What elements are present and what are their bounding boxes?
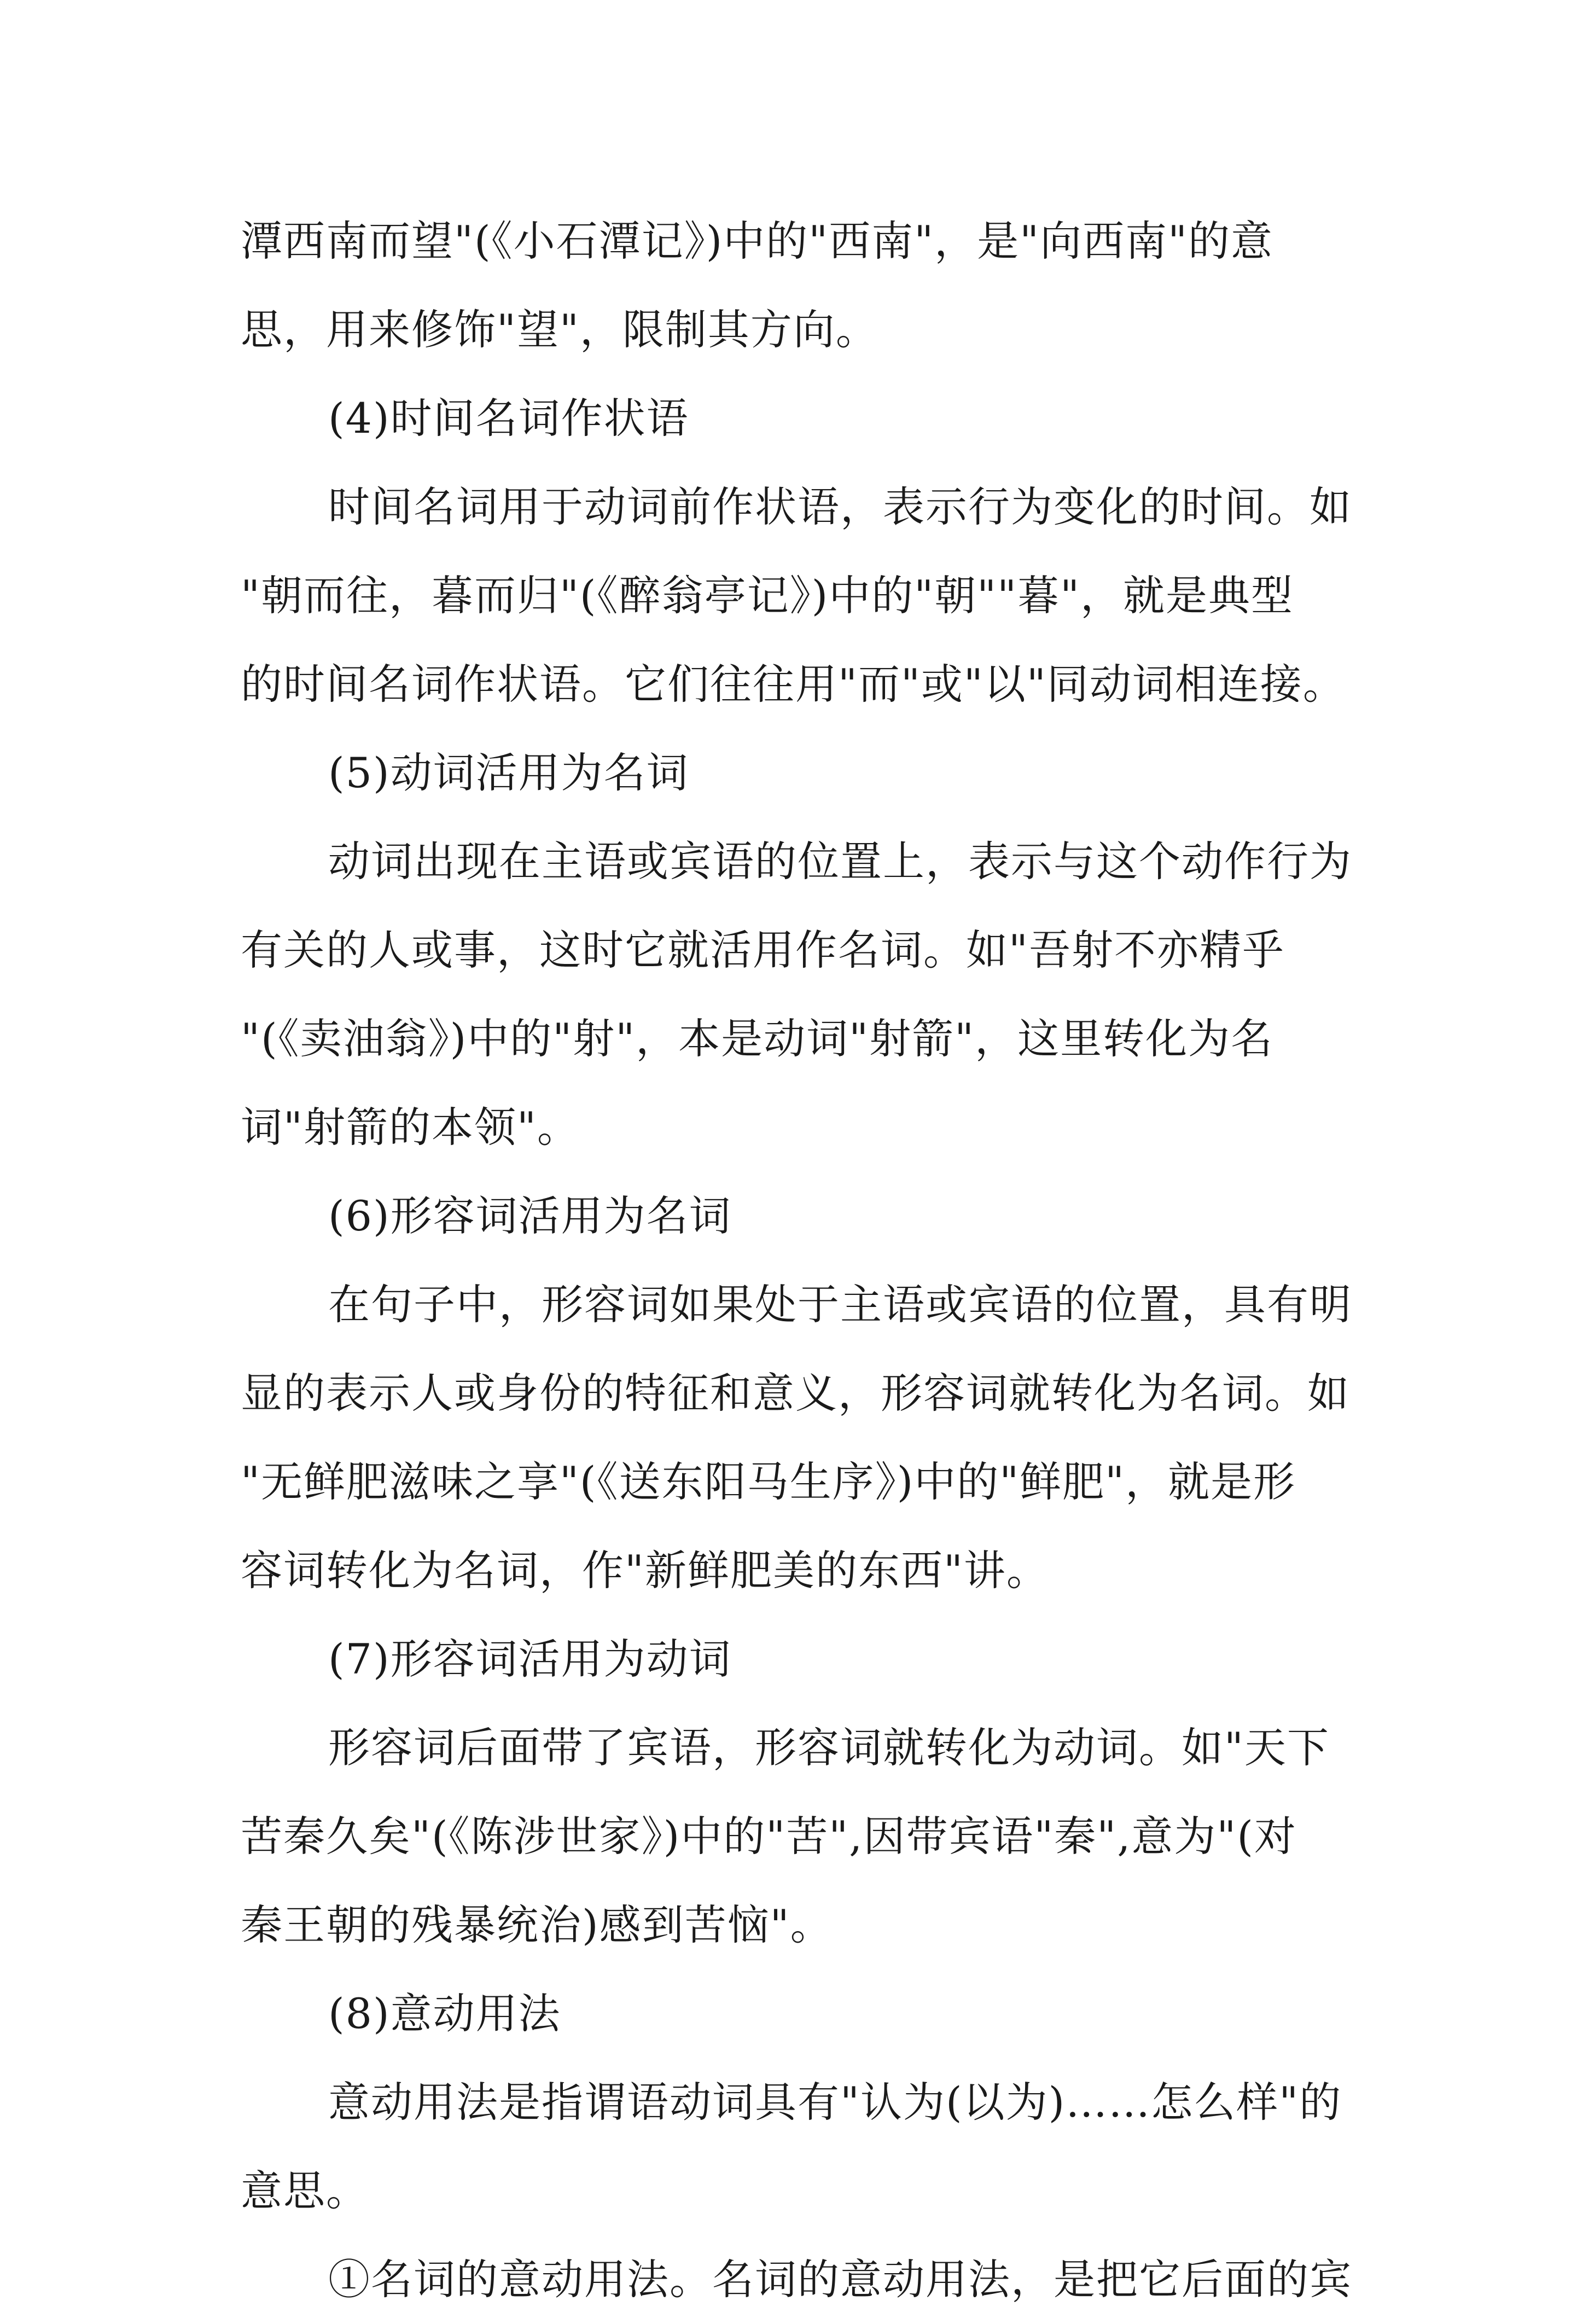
section-heading: (6)形容词活用为名词 xyxy=(328,1192,732,1240)
text-line: 形容词后面带了宾语，形容词就转化为动词。如"天下 xyxy=(328,1723,1330,1772)
section-heading: (4)时间名词作状语 xyxy=(328,394,689,443)
section-heading: (5)动词活用为名词 xyxy=(328,748,689,797)
text-line: "无鲜肥滋味之享"(《送东阳马生序》)中的"鲜肥"，就是形 xyxy=(241,1457,1296,1506)
text-line: 意思。 xyxy=(241,2166,369,2215)
section-heading: (8)意动用法 xyxy=(328,1989,561,2038)
text-line: "朝而往，暮而归"(《醉翁亭记》)中的"朝""暮"，就是典型 xyxy=(241,571,1294,620)
text-line: 思，用来修饰"望"，限制其方向。 xyxy=(241,305,878,354)
text-line: 苦秦久矣"(《陈涉世家》)中的"苦",因带宾语"秦",意为"(对 xyxy=(241,1812,1297,1861)
text-line: 潭西南而望"(《小石潭记》)中的"西南"，是"向西南"的意 xyxy=(241,217,1274,265)
text-line: 的时间名词作状语。它们往往用"而"或"以"同动词相连接。 xyxy=(241,660,1346,708)
text-line: 有关的人或事，这时它就活用作名词。如"吾射不亦精乎 xyxy=(241,926,1285,974)
text-line: "(《卖油翁》)中的"射"，本是动词"射箭"，这里转化为名 xyxy=(241,1014,1274,1063)
text-line: 词"射箭的本领"。 xyxy=(241,1103,580,1152)
text-line: 容词转化为名词，作"新鲜肥美的东西"讲。 xyxy=(241,1546,1049,1595)
text-line: 时间名词用于动词前作状语，表示行为变化的时间。如 xyxy=(328,483,1352,531)
text-line: 秦王朝的残暴统治)感到苦恼"。 xyxy=(241,1901,833,1949)
text-line: 动词出现在主语或宾语的位置上，表示与这个动作行为 xyxy=(328,837,1352,886)
text-line: 显的表示人或身份的特征和意义，形容词就转化为名词。如 xyxy=(241,1369,1350,1417)
text-line: 意动用法是指谓语动词具有"认为(以为)……怎么样"的 xyxy=(328,2078,1342,2127)
document-page xyxy=(241,197,1357,2324)
text-line: ①名词的意动用法。名词的意动用法，是把它后面的宾 xyxy=(328,2255,1352,2304)
text-line: 在句子中，形容词如果处于主语或宾语的位置，具有明 xyxy=(328,1280,1352,1329)
section-heading: (7)形容词活用为动词 xyxy=(328,1635,732,1683)
